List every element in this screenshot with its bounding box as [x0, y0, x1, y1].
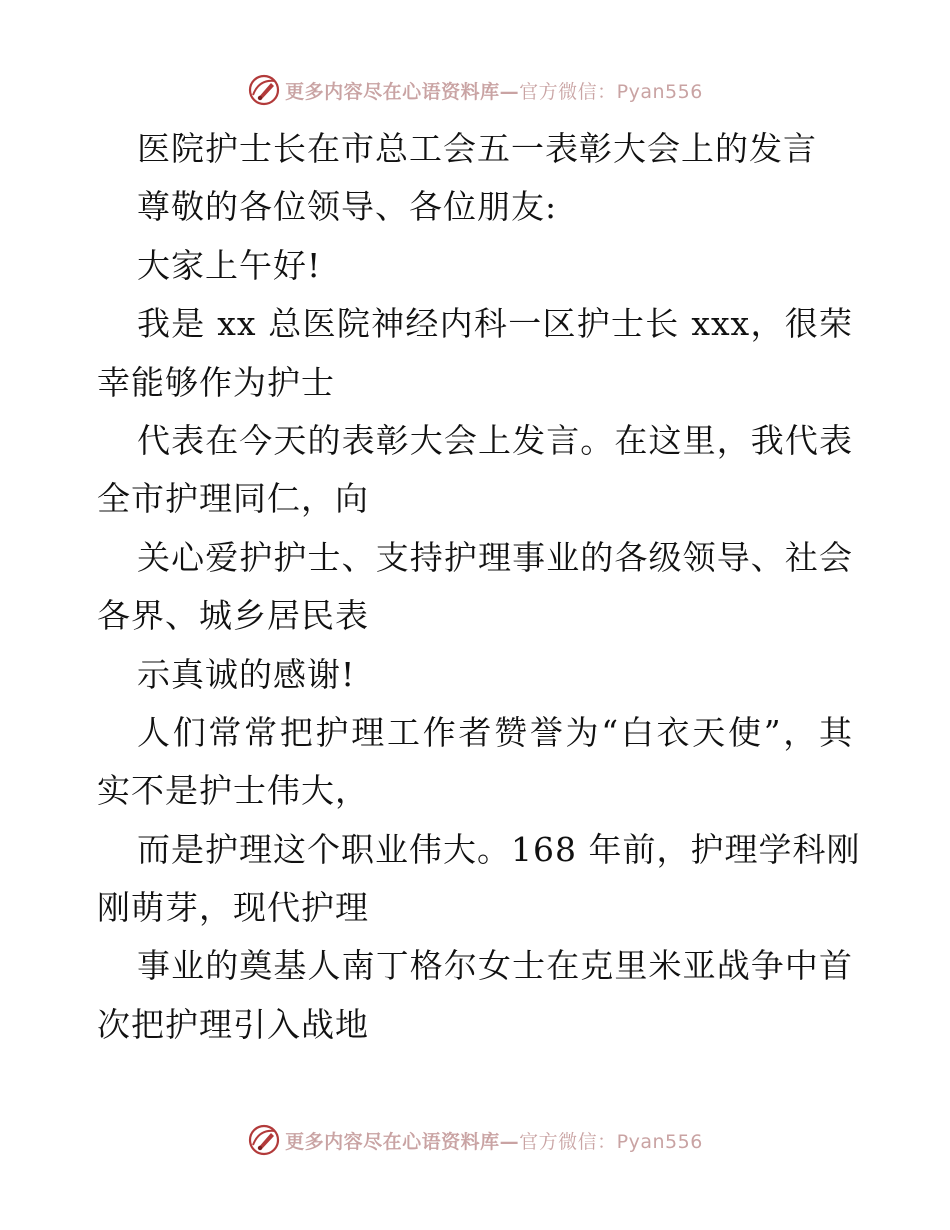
text-line: 次把护理引入战地: [97, 1004, 369, 1044]
banner-title: 更多内容尽在心语资料库: [285, 80, 500, 103]
text-line: 我是 xx 总医院神经内科一区护士长 xxx，很荣: [137, 304, 853, 344]
text-line: 各界、城乡居民表: [97, 596, 369, 636]
text-line: 幸能够作为护士: [97, 362, 335, 402]
text-line: 示真诚的感谢!: [137, 654, 356, 694]
text-line: 事业的奠基人南丁格尔女士在克里米亚战争中首: [137, 946, 853, 986]
text-line: 人们常常把护理工作者赞誉为“白衣天使”，其: [137, 712, 853, 752]
text-line: 刚萌芽，现代护理: [97, 888, 369, 928]
pen-logo-icon: [247, 73, 281, 107]
text-line: 大家上午好!: [137, 245, 322, 285]
banner-dash: —: [499, 80, 520, 103]
text-line: 代表在今天的表彰大会上发言。在这里，我代表: [137, 420, 853, 460]
banner-wechat: 官方微信：Pyan556: [519, 1130, 703, 1153]
header-banner: [0, 70, 950, 110]
banner-title: 更多内容尽在心语资料库: [285, 1130, 500, 1153]
footer-banner: [0, 1120, 950, 1160]
text-line: 全市护理同仁，向: [97, 479, 369, 519]
text-line: 尊敬的各位领导、各位朋友:: [137, 187, 558, 227]
text-line: 而是护理这个职业伟大。168 年前，护理学科刚: [137, 829, 861, 869]
text-line: 医院护士长在市总工会五一表彰大会上的发言: [137, 129, 817, 168]
text-line: 实不是护士伟大，: [97, 771, 369, 811]
banner-wechat: 官方微信：Pyan556: [519, 80, 703, 103]
pen-logo-icon: [247, 1123, 281, 1157]
document-body: [97, 120, 861, 1054]
banner-dash: —: [499, 1130, 520, 1153]
text-line: 关心爱护护士、支持护理事业的各级领导、社会: [137, 537, 853, 577]
